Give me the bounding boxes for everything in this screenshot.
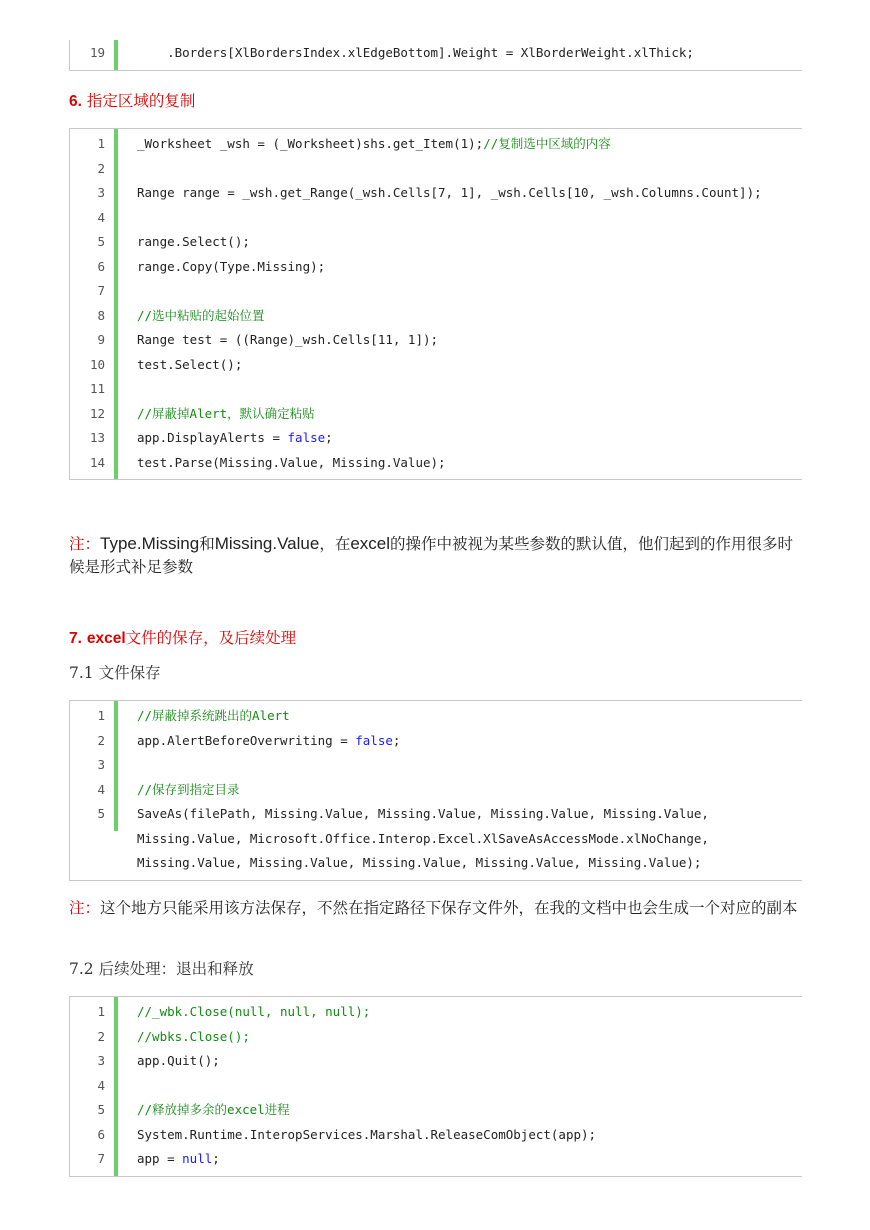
code-text: [137, 1123, 596, 1148]
code-line: [70, 851, 802, 876]
line-number: 7: [97, 1151, 105, 1166]
code-text: [137, 778, 240, 803]
code-line: [70, 426, 802, 451]
line-number: 1: [97, 1004, 105, 1019]
code-token: ;: [392, 732, 401, 748]
code-text: [137, 132, 611, 157]
code-line: [70, 230, 802, 255]
note-and: 和: [199, 535, 215, 553]
code-token: System.Runtime.InteropServices.Marshal.ReleaseComObject(app);: [137, 1126, 597, 1142]
line-number: 6: [97, 258, 105, 274]
code-line: [70, 279, 802, 304]
code-token: app.Quit();: [137, 1053, 220, 1068]
line-number: 9: [97, 332, 105, 347]
code-comment: //wbks.Close();: [137, 1028, 250, 1044]
line-number: 19: [89, 45, 105, 60]
code-line: [70, 353, 802, 378]
code-line: [70, 157, 802, 182]
code-text: [137, 729, 400, 754]
code-keyword: null: [182, 1151, 213, 1166]
code-comment: //_wbk.Close(null, null, null);: [137, 1004, 371, 1019]
line-number: 13: [89, 430, 105, 445]
line-number: 5: [97, 806, 105, 821]
section-title: 文件的保存，及后续处理: [125, 629, 297, 647]
code-text: [137, 704, 290, 729]
code-line: [70, 377, 802, 402]
code-line: [70, 255, 802, 280]
code-token: ;: [212, 1151, 220, 1166]
code-text: [137, 1098, 290, 1123]
code-line: [70, 1000, 802, 1025]
note-rest: 的操作中被视为某些参数的默认值，他们起到的作用很多时候是形式补足参数: [69, 535, 794, 576]
code-line: [70, 328, 802, 353]
code-text: [137, 451, 446, 476]
code-block-save: [69, 700, 802, 881]
note-term-type-missing: Type.Missing: [100, 534, 200, 553]
line-number: 4: [97, 1077, 105, 1093]
code-token: test.Select();: [137, 356, 243, 372]
code-text: [137, 181, 762, 206]
note-missing-value: [69, 532, 799, 579]
code-comment: //释放掉多余的excel进程: [137, 1102, 290, 1117]
code-line: [70, 753, 802, 778]
code-token: test.Parse(Missing.Value, Missing.Value);: [137, 454, 446, 470]
code-token: Range test = ((Range)_wsh.Cells[11, 1]);: [137, 332, 439, 347]
code-text: [137, 827, 709, 852]
note-label: 注：: [69, 535, 101, 553]
code-token: Missing.Value, Missing.Value, Missing.Value, Missing.Value, Missing.Value);: [137, 855, 702, 870]
code-line: [70, 1025, 802, 1050]
line-number: 11: [89, 381, 105, 396]
code-text: [137, 1000, 370, 1025]
line-number: 1: [97, 708, 105, 723]
code-line: [70, 1147, 802, 1172]
code-block-top: [69, 40, 802, 71]
code-token: app.DisplayAlerts =: [137, 430, 288, 445]
code-text: [137, 402, 315, 427]
code-block-quit-release: [69, 996, 802, 1177]
code-line: [70, 1049, 802, 1074]
note-mid: ，在: [319, 535, 351, 553]
code-token: Range range = _wsh.get_Range(_wsh.Cells[7, 1], _wsh.Cells[10, _wsh.Columns.Count]);: [137, 185, 762, 200]
line-number: 4: [97, 781, 105, 797]
code-token: range.Copy(Type.Missing);: [137, 258, 326, 274]
line-number: 7: [97, 283, 105, 298]
line-number: 8: [97, 307, 105, 323]
code-token: Missing.Value, Microsoft.Office.Interop.Excel.XlSaveAsAccessMode.xlNoChange,: [137, 830, 709, 846]
code-text: [137, 1025, 250, 1050]
line-number: 12: [89, 405, 105, 421]
line-number: 5: [97, 1102, 105, 1117]
code-comment: //保存到指定目录: [137, 781, 240, 797]
code-line: [70, 729, 802, 754]
section-number: 7.: [69, 630, 82, 647]
code-comment: //复制选中区域的内容: [483, 136, 611, 151]
code-line: [70, 132, 802, 157]
code-text: [137, 230, 250, 255]
code-line: [70, 1074, 802, 1099]
code-comment: //屏蔽掉系统跳出的Alert: [137, 708, 290, 723]
code-line: [70, 41, 802, 66]
line-number: 5: [97, 234, 105, 249]
code-token: range.Select();: [137, 234, 250, 249]
note-excel: excel: [350, 534, 391, 553]
code-text: [137, 851, 701, 876]
subsection-7-1: 7.1 文件保存: [69, 664, 161, 682]
section-6-heading: [69, 89, 195, 111]
code-text: [137, 1049, 220, 1074]
code-token: app =: [137, 1151, 183, 1166]
code-line: [70, 206, 802, 231]
line-number: 1: [97, 136, 105, 151]
code-text: [137, 328, 438, 353]
section-title: 指定区域的复制: [86, 92, 196, 110]
code-line: [70, 402, 802, 427]
code-token: SaveAs(filePath, Missing.Value, Missing.Value, Missing.Value, Missing.Value,: [137, 806, 709, 821]
code-line: [70, 1098, 802, 1123]
code-line: [70, 451, 802, 476]
code-keyword: false: [287, 430, 326, 445]
line-number: 10: [89, 356, 105, 372]
code-line: [70, 181, 802, 206]
line-number: 4: [97, 209, 105, 225]
section-7-heading: [69, 626, 296, 648]
note-term-missing-value: Missing.Value: [214, 534, 320, 553]
code-text: [137, 1147, 220, 1172]
subsection-7-2: 7.2 后续处理：退出和释放: [69, 960, 254, 978]
code-text: [137, 41, 694, 66]
line-number: 6: [97, 1126, 105, 1142]
line-number: 3: [97, 185, 105, 200]
code-token: ;: [325, 430, 333, 445]
line-number: 3: [97, 757, 105, 772]
line-number: 2: [97, 1028, 105, 1044]
code-comment: //选中粘贴的起始位置: [137, 307, 265, 323]
section-number: 6.: [69, 93, 82, 110]
line-number: 14: [89, 454, 105, 470]
note-rest: 这个地方只能采用该方法保存，不然在指定路径下保存文件外，在我的文档中也会生成一个对应的副本: [100, 899, 798, 917]
code-line: [70, 778, 802, 803]
code-text: [137, 353, 242, 378]
code-text: [137, 426, 333, 451]
note-save-method: [69, 897, 799, 920]
code-line: [70, 704, 802, 729]
code-comment: //屏蔽掉Alert，默认确定粘贴: [137, 405, 315, 421]
section-excel: excel: [86, 630, 126, 647]
code-token: app.AlertBeforeOverwriting =: [137, 732, 356, 748]
code-line: [70, 1123, 802, 1148]
line-number: 2: [97, 160, 105, 176]
code-text: [137, 304, 265, 329]
line-number: 3: [97, 1053, 105, 1068]
code-keyword: false: [355, 732, 393, 748]
code-text: [137, 255, 325, 280]
code-text: [137, 802, 709, 827]
code-block-range-copy: [69, 128, 802, 480]
code-token: .Borders[XlBordersIndex.xlEdgeBottom].Weight = XlBorderWeight.xlThick;: [137, 45, 694, 60]
note-label: 注：: [69, 899, 101, 917]
line-number: 2: [97, 732, 105, 748]
code-line: [70, 802, 802, 827]
code-line: [70, 827, 802, 852]
code-token: _Worksheet _wsh = (_Worksheet)shs.get_Item(1);: [137, 136, 484, 151]
code-line: [70, 304, 802, 329]
